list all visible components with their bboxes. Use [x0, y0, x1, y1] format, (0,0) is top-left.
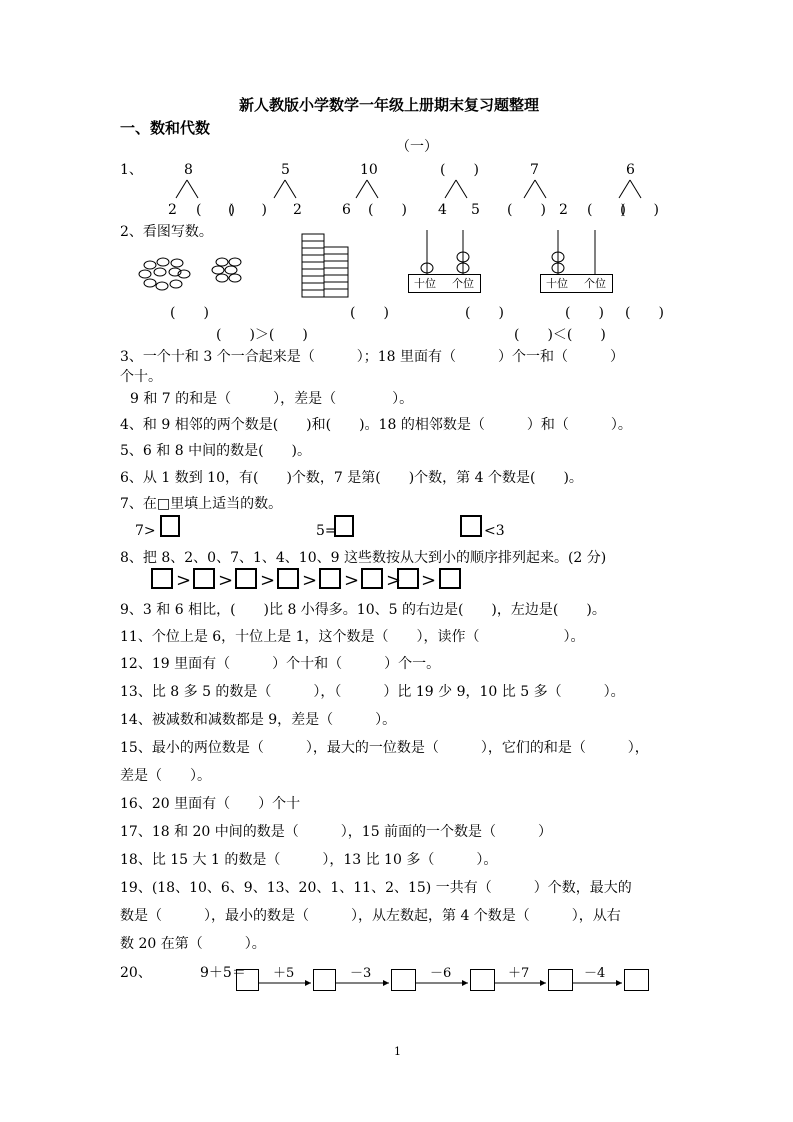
q7-item-3-label: <3	[484, 523, 505, 539]
section-heading: 一、数和代数	[120, 119, 211, 137]
page-number: 1	[394, 1045, 401, 1058]
q1-row2-11: ( )	[587, 202, 626, 218]
q11-text: 11、个位上是 6，十位上是 1，这个数是（ ），读作（ ）。	[120, 629, 585, 645]
q7-item-2-label: 5=	[316, 523, 337, 539]
q14-text: 14、被减数和减数都是 9，差是（ ）。	[120, 712, 397, 728]
abacus-two-tens-label: 十位	[546, 277, 568, 290]
q1-top-1: 8	[184, 162, 193, 178]
q1-row2-5: 6	[342, 202, 351, 218]
q1-top-5: 7	[530, 162, 539, 178]
q15-line-2: 差是（ ）。	[120, 768, 211, 784]
q2-blank-5[interactable]: ( )	[625, 305, 664, 321]
q1-top-2: 5	[281, 162, 290, 178]
q1-row2-10: 2	[559, 202, 568, 218]
q8-gt-4: >	[302, 570, 318, 591]
q1-row2-7: 4	[438, 202, 447, 218]
q1-row2-9: ( )	[507, 202, 546, 218]
q2-compare-1[interactable]: ( )＞( )	[216, 327, 308, 343]
q3-line-3: 9 和 7 的和是（ ），差是（ ）。	[130, 391, 414, 407]
q2-blank-2[interactable]: ( )	[350, 305, 389, 321]
q3-line-2: 个十。	[120, 369, 162, 385]
q2-blank-3[interactable]: ( )	[465, 305, 504, 321]
q9-text: 9、3 和 6 相比，( )比 8 小得多。10、5 的右边是( )，左边是( )。	[120, 602, 606, 618]
q15-line-1: 15、最小的两位数是（ ），最大的一位数是（ ），它们的和是（ ），	[120, 740, 649, 756]
q20-label: 20、	[120, 965, 152, 981]
q1-row2-2: ( )	[196, 202, 235, 218]
q3-line-1: 3、一个十和 3 个一合起来是（ ）；18 里面有（ ）个一和（ ）	[120, 349, 624, 365]
q20-op-3: －6	[430, 966, 452, 981]
q1-top-6: 6	[626, 162, 635, 178]
q8-gt-2: >	[218, 570, 234, 591]
q20-op-2: －3	[350, 966, 372, 981]
q1-top-4: ( )	[440, 162, 479, 178]
q18-text: 18、比 15 大 1 的数是（ ），13 比 10 多（ ）。	[120, 852, 498, 868]
q2-label: 2、看图写数。	[120, 224, 213, 240]
q2-blank-1[interactable]: ( )	[170, 305, 209, 321]
abacus-one-ones-label: 个位	[452, 277, 474, 290]
q2-compare-2[interactable]: ( )＜( )	[514, 327, 606, 343]
q8-gt-7: >	[421, 570, 437, 591]
q20-op-4: ＋7	[508, 966, 530, 981]
q5-text: 5、6 和 8 中间的数是( )。	[120, 443, 311, 459]
q16-text: 16、20 里面有（ ）个十	[120, 796, 301, 812]
q7-item-1-label: 7>	[135, 523, 156, 539]
q1-row2-8: 5	[471, 202, 480, 218]
q20-op-5: －4	[584, 966, 606, 981]
q1-row2-3: ( )	[228, 202, 267, 218]
q19-line-3: 数 20 在第（ ）。	[120, 936, 266, 952]
q1-row2-12: ( )	[620, 202, 659, 218]
q4-text: 4、和 9 相邻的两个数是( )和( )。18 的相邻数是（ ）和（ ）。	[120, 417, 632, 433]
q20-start-expression: 9＋5＝	[200, 965, 246, 981]
q13-text: 13、比 8 多 5 的数是（ ），（ ）比 19 少 9，10 比 5 多（ ）。	[120, 684, 625, 700]
q19-line-2: 数是（ ），最小的数是（ ），从左数起，第 4 个数是（ ），从右	[120, 908, 621, 924]
q6-text: 6、从 1 数到 10，有( )个数，7 是第( )个数，第 4 个数是( )。	[120, 470, 583, 486]
q1-label: 1、	[120, 162, 143, 178]
q20-op-1: ＋5	[273, 966, 295, 981]
q8-gt-3: >	[260, 570, 276, 591]
q7-label: 7、在□里填上适当的数。	[120, 496, 283, 512]
abacus-one-tens-label: 十位	[414, 277, 436, 290]
q1-row2-6: ( )	[368, 202, 407, 218]
q8-label: 8、把 8、2、0、7、1、4、10、9 这些数按从大到小的顺序排列起来。(2 分)	[120, 550, 607, 566]
q8-gt-6: >	[386, 570, 402, 591]
q1-row2-1: 2	[168, 202, 177, 218]
q1-top-3: 10	[360, 162, 378, 178]
subsection-heading: （一）	[396, 139, 438, 155]
q2-blank-4[interactable]: ( )	[565, 305, 604, 321]
q17-text: 17、18 和 20 中间的数是（ ），15 前面的一个数是（ ）	[120, 824, 553, 840]
q1-row2-4: 2	[293, 202, 302, 218]
q12-text: 12、19 里面有（ ）个十和（ ）个一。	[120, 656, 441, 672]
q8-gt-5: >	[344, 570, 360, 591]
page-title: 新人教版小学数学一年级上册期末复习题整理	[239, 96, 540, 114]
abacus-two-ones-label: 个位	[584, 277, 606, 290]
q8-gt-1: >	[176, 570, 192, 591]
q19-line-1: 19、(18、10、6、9、13、20、1、11、2、15) 一共有（ ）个数，最大的	[120, 880, 632, 896]
